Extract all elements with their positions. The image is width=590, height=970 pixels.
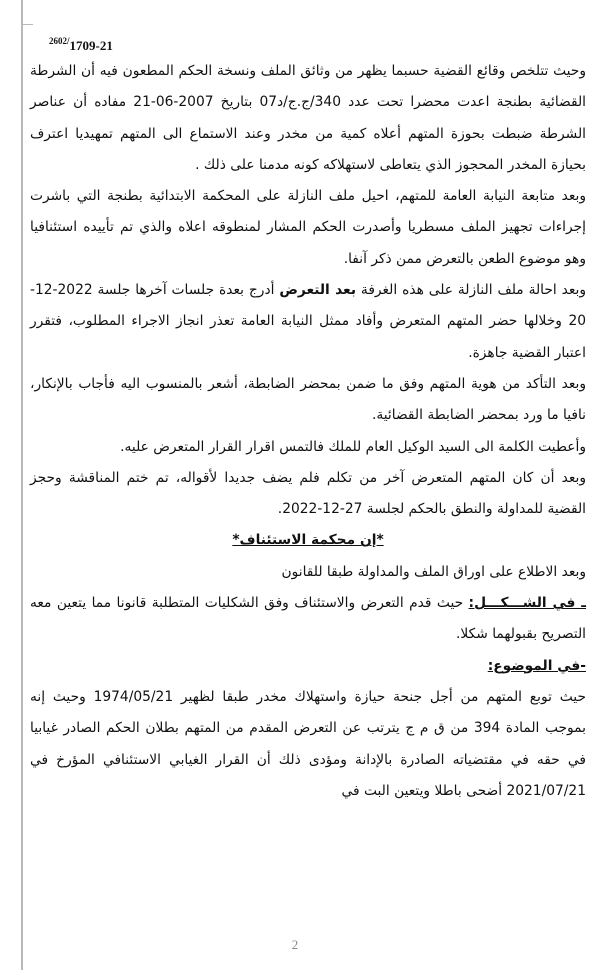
subject-paragraph: حيث توبع المتهم من أجل جنحة حيازة واستهلاك مخدر طبقا لظهير 1974/05/21 وحيث إنه بموجب المادة 394 من ق م ج يترتب عن التعرض المقدم من المتهم بطلان الحكم الصادر غيابيا في حقه في مقتضياته الصادرة بالإدانة ومؤدى ذلك أن القرار الغيابي الاستئنافي المؤرخ في 2021/07/21 أضحى باطلا ويتعين البت في	[30, 688, 586, 799]
case-reference	[49, 36, 113, 54]
judgment-body	[30, 56, 586, 807]
facts-paragraph-1b: 2007-06-21 مفاده أن عناصر الشرطة ضبطت بحوزة المتهم أعلاه كمية من مخدر وعند الاستماع الى المتهم تمهيديا اعترف بحيازة المخدر المحجوز الذي يتعاطى لاستهلاكه كونه مدمنا على ذلك .	[30, 94, 586, 173]
closing-paragraph: وبعد أن كان المتهم المتعرض آخر من تكلم فلم يضف جديدا لأقواله، تم ختم المناقشة وحجز القضية للمداولة والنطق بالحكم لجلسة 27-12-2022.	[30, 469, 586, 518]
hearing-paragraph-b: أدرج بعدة جلسات آخرها جلسة 2022-12-20 وخلالها حضر المتهم المتعرض وأفاد ممثل النيابة العامة تعذر انجاز الاجراء المطلوب، فتقرر اعتبار القضية جاهزة.	[30, 282, 586, 361]
form-text: حيث قدم التعرض والاستئناف وفق الشكليات المتطلبة قانونا مما يتعين معه التصريح بقبولهما شكلا.	[30, 595, 586, 643]
page-border-left	[21, 0, 23, 970]
case-reference-main: 1709-21	[69, 38, 113, 53]
hearing-paragraph-a: وبعد احالة ملف النازلة على هذه الغرفة	[360, 282, 587, 299]
identity-paragraph: وبعد التأكد من هوية المتهم وفق ما ضمن بمحضر الضابطة، أشعر بالمنسوب اليه فأجاب بالإنكار، نافيا ما ورد بمحضر الضابطة القضائية.	[30, 375, 586, 424]
form-paragraph	[30, 588, 586, 651]
after-opposition-bold: بعد التعرض	[279, 282, 357, 299]
facts-paragraph-1a: وحيث تتلخص وقائع القضية حسبما يظهر من وثائق الملف ونسخة الحكم المطعون فيه أن الشرطة القضائية بطنجة اعدت محضرا تحت عدد 340/ج.ج/د07 بتاريخ	[30, 63, 586, 111]
facts-paragraph-1	[30, 56, 586, 181]
case-reference-sup: 2602/	[49, 36, 70, 46]
subject-heading: -في الموضوع:	[487, 657, 586, 674]
page-number: 2	[291, 937, 299, 952]
referral-paragraph: وبعد متابعة النيابة العامة للمتهم، احيل ملف النازلة على المحكمة الابتدائية بطنجة التي باشرت إجراءات تجهيز الملف مسطريا وأصدرت الحكم المشار لمنطوقه اعلاه والذي تم تأييده استئنافيا وهو موضوع الطعن بالتعرض ممن ذكر آنفا.	[30, 188, 586, 267]
court-heading: *إن محكمة الاستئناف*	[232, 532, 384, 549]
page-border-top	[21, 24, 33, 25]
prosecutor-paragraph: وأعطيت الكلمة الى السيد الوكيل العام للملك فالتمس اقرار القرار المتعرض عليه.	[120, 438, 586, 455]
form-heading: ـ في الشـــكـــل:	[468, 595, 586, 612]
deliberation-paragraph: وبعد الاطلاع على اوراق الملف والمداولة طبقا للقانون	[281, 563, 586, 580]
hearing-paragraph	[30, 275, 586, 369]
subject-heading-line	[30, 651, 586, 682]
